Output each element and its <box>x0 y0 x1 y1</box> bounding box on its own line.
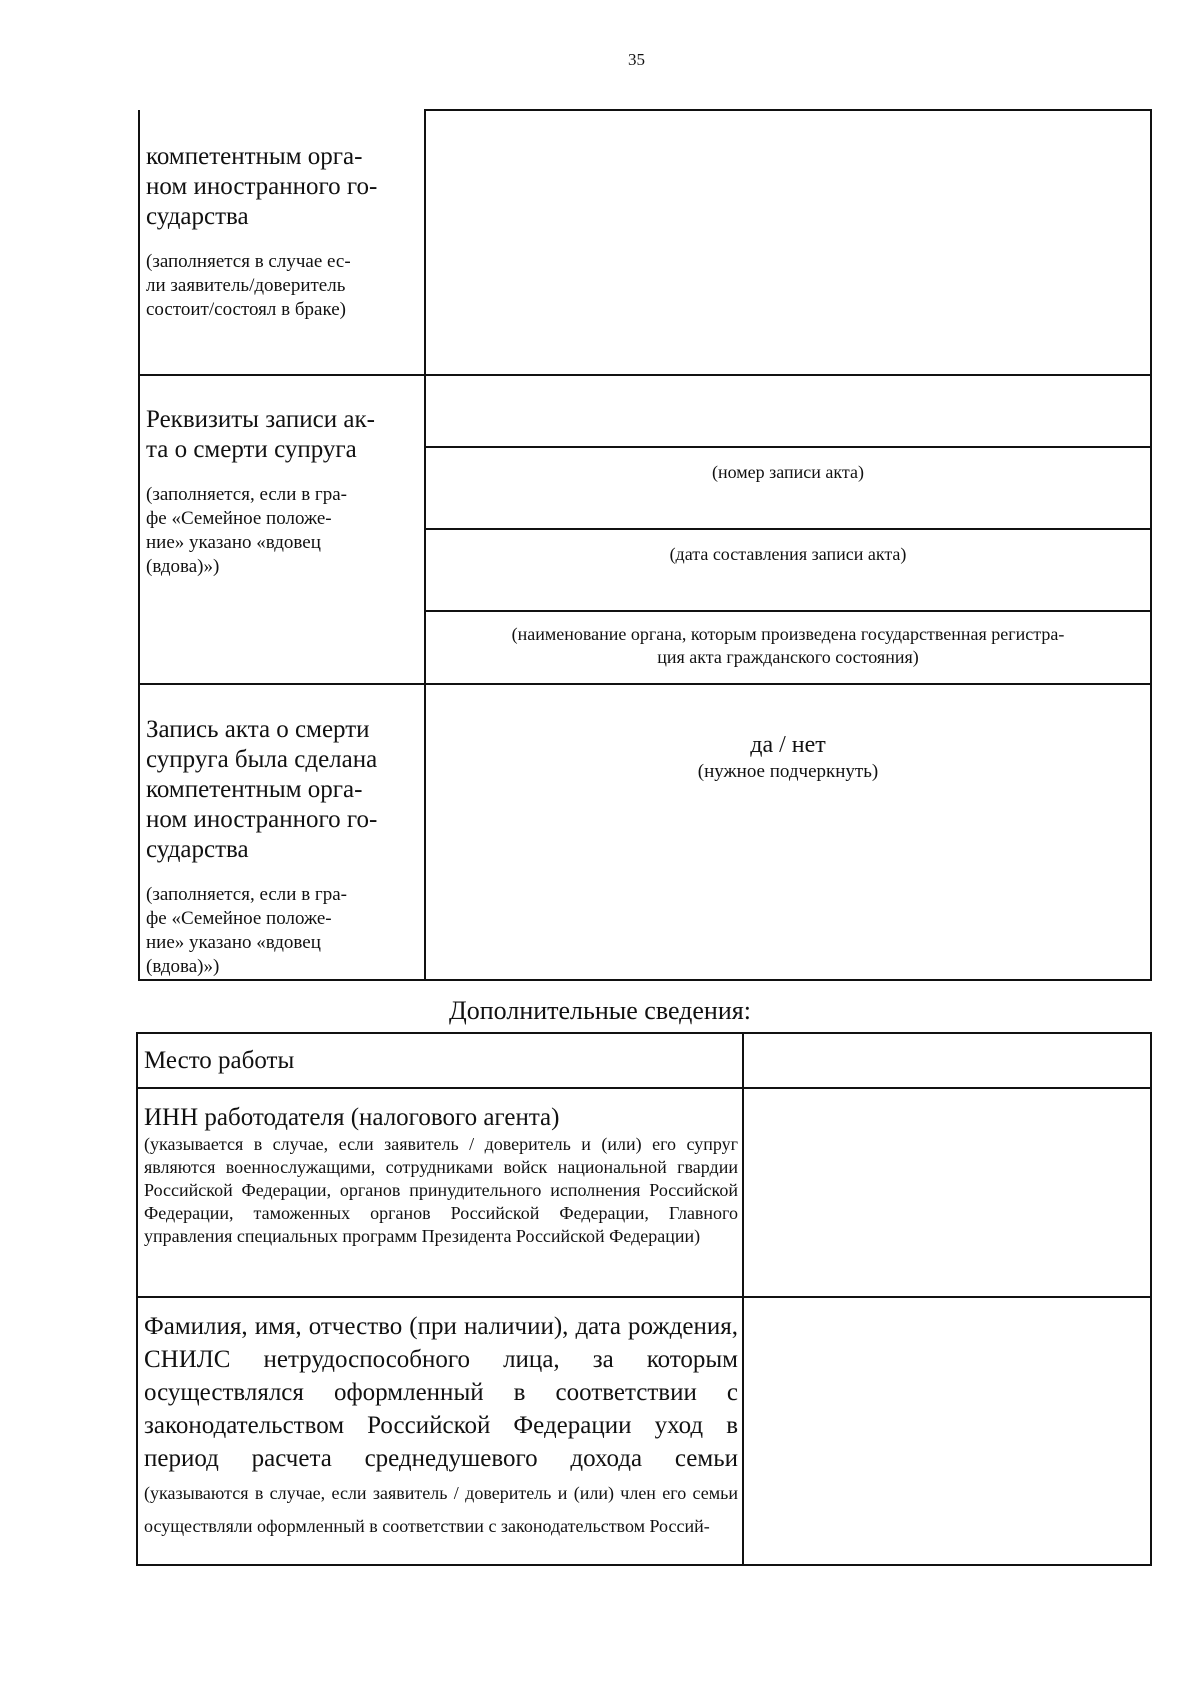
workplace-value-cell[interactable] <box>744 1034 1150 1087</box>
table2-right-border <box>1150 1033 1152 1565</box>
disabled-person-note: (указываются в случае, если заявитель / доверитель и (или) член его семьи осуществляли оформленный в соответствии с законодательством Россий- <box>144 1483 738 1536</box>
foreign-death-label-cell <box>146 697 420 997</box>
foreign-death-choice-cell <box>426 730 1150 784</box>
disabled-person-label: Фамилия, имя, отчество (при наличии), дата рождения, СНИЛС нетрудоспособного лица, за которым осуществлялся оформленный в соответствии с законодательством Российской Федерации уход в период расчета среднедушевого дохода семьи <box>144 1313 738 1472</box>
death-record-note: (заполняется, если в гра- фе «Семейное положе- ние» указано «вдовец (вдова)») <box>146 484 347 577</box>
page-number: 35 <box>628 50 645 69</box>
death-record-authority-caption: (наименование органа, которым произведена государственная регистра- ция акта гражданского состояния) <box>511 624 1065 667</box>
table1-subrow-divider <box>424 446 1152 448</box>
table1-row-divider <box>138 683 1152 685</box>
foreign-marriage-label: компетентным орга- ном иностранного го- сударства <box>146 143 378 230</box>
table1-right-border <box>1150 110 1152 980</box>
death-record-number-caption: (номер записи акта) <box>712 462 864 482</box>
employer-inn-label-cell <box>144 1103 738 1248</box>
section-heading: Дополнительные сведения: <box>449 996 751 1025</box>
death-record-label: Реквизиты записи ак- та о смерти супруга <box>146 406 375 463</box>
death-record-number-input[interactable] <box>426 376 1150 446</box>
table1-subrow-divider <box>424 528 1152 530</box>
employer-inn-label: ИНН работодателя (налогового агента) <box>144 1104 560 1131</box>
table1-subrow-divider <box>424 610 1152 612</box>
disabled-person-label-cell <box>144 1310 738 1541</box>
table2-bottom-border <box>136 1564 1152 1566</box>
choice-hint: (нужное подчеркнуть) <box>697 761 879 782</box>
yes-no-choice[interactable]: да / нет <box>750 732 826 758</box>
employer-inn-note: (указывается в случае, если заявитель / доверитель и (или) его супруг являются военнослужащими, сотрудниками войск национальной гвардии Российской Федерации, органов принудительного исполнения Российской Федерации, таможенных органов Российской Федерации, Главного управления специальных программ Президента Российской Федерации) <box>144 1134 738 1246</box>
workplace-label: Место работы <box>144 1047 295 1074</box>
foreign-death-note: (заполняется, если в гра- фе «Семейное положе- ние» указано «вдовец (вдова)») <box>146 884 347 977</box>
disabled-person-value-cell[interactable] <box>744 1298 1150 1564</box>
death-record-date-caption: (дата составления записи акта) <box>669 544 907 564</box>
employer-inn-value-cell[interactable] <box>744 1089 1150 1296</box>
foreign-marriage-note: (заполняется в случае ес- ли заявитель/доверитель состоит/состоял в браке) <box>146 251 351 320</box>
foreign-death-label: Запись акта о смерти супруга была сделана компетентным орга- ном иностранного го- сударства <box>146 716 378 863</box>
table1-left-border <box>138 110 140 980</box>
table2-left-border <box>136 1033 138 1565</box>
death-record-label-cell <box>146 387 420 597</box>
foreign-marriage-value-cell[interactable] <box>426 111 1150 374</box>
foreign-marriage-label-cell <box>146 124 420 340</box>
